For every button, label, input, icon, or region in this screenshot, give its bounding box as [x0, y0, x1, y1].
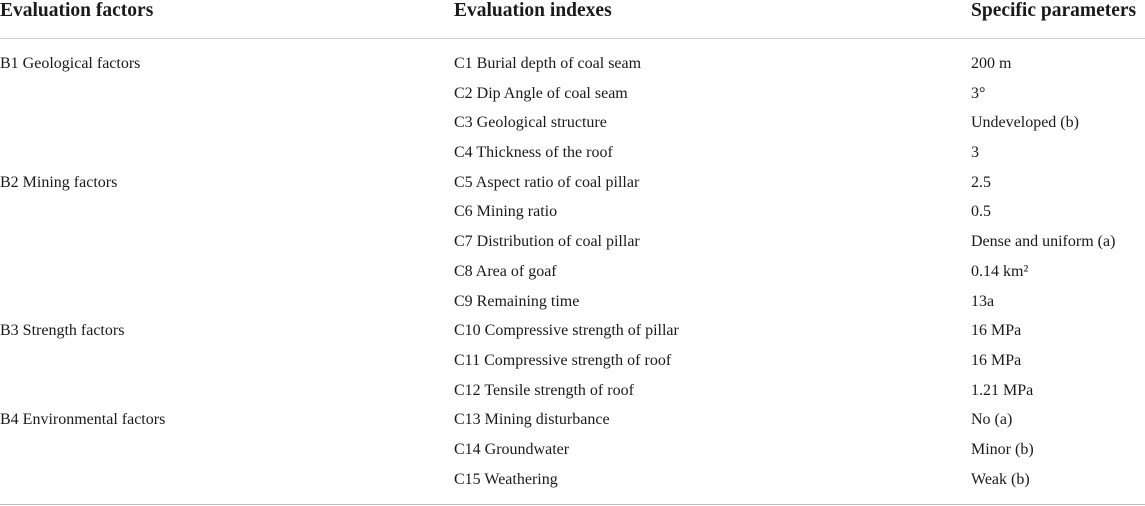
parameter-cell: Dense and uniform (a): [971, 233, 1116, 251]
table-row: [0, 434, 1145, 464]
table-row: [0, 226, 1145, 256]
table-row: [0, 315, 1145, 345]
index-cell: C12 Tensile strength of roof: [454, 381, 634, 399]
table-row: [0, 286, 1145, 316]
factor-cell: B3 Strength factors: [0, 322, 125, 340]
parameter-cell: Minor (b): [971, 440, 1034, 458]
parameter-cell: No (a): [971, 411, 1013, 429]
index-cell: C3 Geological structure: [454, 114, 607, 132]
table-row: [0, 167, 1145, 197]
factor-cell: B4 Environmental factors: [0, 411, 166, 429]
table-row: [0, 196, 1145, 226]
index-cell: C9 Remaining time: [454, 292, 580, 310]
table-body: [0, 39, 1145, 493]
parameter-cell: 200 m: [971, 55, 1012, 72]
index-cell: C11 Compressive strength of roof: [454, 351, 672, 369]
index-cell: C15 Weathering: [454, 470, 558, 488]
parameter-cell: 0.5: [971, 203, 991, 221]
table-row: [0, 345, 1145, 375]
index-cell: C2 Dip Angle of coal seam: [454, 84, 628, 102]
parameter-cell: 3°: [971, 84, 986, 102]
index-cell: C1 Burial depth of coal seam: [454, 55, 642, 72]
table-row: [0, 404, 1145, 434]
factor-cell: B2 Mining factors: [0, 173, 118, 191]
index-cell: C5 Aspect ratio of coal pillar: [454, 173, 640, 191]
parameter-cell: 3: [971, 144, 979, 162]
table-row: [0, 48, 1145, 78]
parameter-cell: Weak (b): [971, 470, 1030, 488]
table-row: [0, 375, 1145, 405]
index-cell: C13 Mining disturbance: [454, 411, 610, 429]
table-row: [0, 78, 1145, 108]
parameter-cell: Undeveloped (b): [971, 114, 1079, 132]
index-cell: C8 Area of goaf: [454, 262, 557, 280]
table-row: [0, 464, 1145, 494]
index-cell: C4 Thickness of the roof: [454, 144, 613, 162]
table-row: [0, 256, 1145, 286]
index-cell: C10 Compressive strength of pillar: [454, 322, 679, 340]
table-row: [0, 137, 1145, 167]
header-evaluation-factors: Evaluation factors: [0, 0, 154, 21]
header-evaluation-indexes: Evaluation indexes: [454, 0, 612, 21]
parameter-cell: 0.14 km²: [971, 262, 1029, 280]
index-cell: C14 Groundwater: [454, 440, 570, 458]
parameter-cell: 16 MPa: [971, 322, 1022, 340]
factor-cell: B1 Geological factors: [0, 55, 141, 72]
index-cell: C6 Mining ratio: [454, 203, 558, 221]
table-bottom-rule: [0, 504, 1145, 505]
parameter-cell: 2.5: [971, 173, 991, 191]
header-specific-parameters: Specific parameters: [971, 0, 1137, 21]
table-row: [0, 107, 1145, 137]
parameter-cell: 16 MPa: [971, 351, 1022, 369]
index-cell: C7 Distribution of coal pillar: [454, 233, 640, 251]
parameter-cell: 1.21 MPa: [971, 381, 1034, 399]
table-header: [0, 0, 1145, 39]
parameter-cell: 13a: [971, 292, 995, 310]
